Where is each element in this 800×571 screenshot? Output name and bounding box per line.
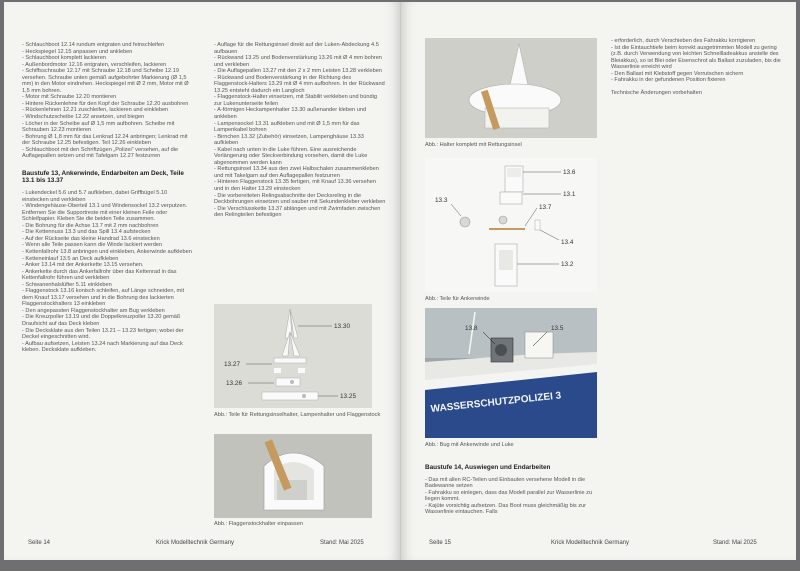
list-item: - Windengehäuse-Oberteil 13.1 und Windensockel 13.2 verputzen. Entfernen Sie die Supportreste mit einer kleinen Feile oder Schleifpapier. Kleben Sie die beiden Teile zusammen. xyxy=(22,203,192,223)
right-col-2 xyxy=(611,38,783,96)
list-item: - Kajüte vorsichtig aufsetzen. Das Boot muss gleichmäßig bis zur Wasserlinie eintauchen. Falls xyxy=(425,503,597,516)
label-13-1: 13.1 xyxy=(563,191,576,198)
list-item: - Schlauchboot komplett lackieren xyxy=(22,55,192,62)
list-item: - Lukendeckel 5.6 und 5.7 aufkleben, dabei Griffbügel 5.10 einstecken und verkleben xyxy=(22,190,192,203)
figure-ankerwinde-parts xyxy=(425,158,597,292)
list-item: - Lampensockel 13.31 aufkleben und mit Ø 1,5 mm für das Lampenkabel bohren xyxy=(214,121,386,134)
list-item: - Ketteneinlauf 13.5 an Deck aufkleben xyxy=(22,256,192,263)
list-item: - Wenn alle Teile passen kann die Winde lackiert werden xyxy=(22,242,192,249)
footer-date-right: Stand: Mai 2025 xyxy=(713,540,757,546)
label-13-8: 13.8 xyxy=(465,325,478,332)
list-item: - Birnchen 13.32 (Zubehör) einsetzen, Lampenghäuse 13.33 aufkleben xyxy=(214,134,386,147)
label-13-4: 13.4 xyxy=(561,239,574,246)
footer-company-right: Krick Modelltechnik Germany xyxy=(551,540,630,546)
list-item: - Die vorbereiteten Relingsabschnitte der Decksreling in die Deckbohrungen einsetzen und sauber mit Sekundenkleber verkleben xyxy=(214,193,386,206)
list-item: - Bohrung Ø 1,8 mm für das Lenkrad 12.24 anbringen; Lenkrad mit der Schraube 12.25 befestigen. Teil 12.26 einkleben xyxy=(22,134,192,147)
document-spread xyxy=(4,2,796,568)
label-13-26: 13.26 xyxy=(226,380,242,387)
list-item: - Hinteren Flaggenstock 13.35 fertigen, mit Knauf 13.36 versehen und in den Halter 13.29 einstecken xyxy=(214,179,386,192)
right-col-1 xyxy=(425,454,597,516)
figure-flaggenstockhalter xyxy=(214,434,372,518)
section-heading-14: Baustufe 14, Auswiegen und Endarbeiten xyxy=(425,464,551,471)
list-item: - Auflage für die Rettungsinsel direkt auf der Luken-Abdeckung 4.5 aufbauen xyxy=(214,42,386,55)
list-item: - Die Kreuzpoller 13.19 und die Doppelkreuzpoller 13.20 gemäß Draufsicht auf das Deck kleben xyxy=(22,314,192,327)
list-item: - Schiffsschraube 12.17 mit Schraube 12.18 und Scheibe 12.19 versehen. Schraube unten gemäß aufgebohrter Markierung (Ø 1,5 mm) in den Motor eindrehen. Heckspiegel mit Ø 2 mm, Motor mit Ø 1,5 mm bohren. xyxy=(22,68,192,94)
list-item: - Die Bohrung für die Achse 13.7 mit 2 mm nachbohren xyxy=(22,223,192,230)
list-item: - Löcher in der Scheibe auf Ø 1,5 mm aufbohren. Scheibe mit Schrauben 12.23 montieren xyxy=(22,121,192,134)
list-item: - Schlauchboot mit den Schriftzügen „Polizei“ versehen, auf die Auflagepallen setzen und mit Tafelgarn 12.27 festzurren xyxy=(22,147,192,160)
list-item: - Die Kettennuss 13.3 und das Spill 13.4 aufstecken xyxy=(22,229,192,236)
list-item: - Schwanenhalslüfter 5.11 einkleben xyxy=(22,282,192,289)
list-item: - Die Verschlusskette 13.37 ablängen und mit Zwirnfaden zwischen den Relingteilen befestigen xyxy=(214,206,386,219)
list-item: - Rückwand und Bodenverstärkung in der Richtung des Flaggenstock-Halters 13.29 mit Ø 4 mm aufbohren. In der Rückwand 13.25 entsteht dadurch ein Langloch xyxy=(214,75,386,95)
list-item: - Flaggenstock-Halter einsetzen, mit Stabilit verkleben und bündig zur Lukenunterseite feilen xyxy=(214,94,386,107)
label-13-30: 13.30 xyxy=(334,323,350,330)
list-item: - Rückwand 13.25 und Bodenverstärkung 13.26 mit Ø 4 mm bohren und verkleben xyxy=(214,55,386,68)
footer-company: Krick Modelltechnik Germany xyxy=(156,540,235,546)
list-item: - Motor mit Schraube 12.20 montieren xyxy=(22,94,192,101)
list-item: - Den Ballast mit Klebstoff gegen Verrutschen sichern xyxy=(611,71,783,78)
figure-caption-5: Abb.: Bug mit Ankerwinde und Luke xyxy=(425,442,514,448)
label-13-27: 13.27 xyxy=(224,361,240,368)
list-item: - Ankerkette durch das Ankerfallrohr über das Kettenrad in das Kettenfallrohr führen und verkleben xyxy=(22,269,192,282)
list-item: - Außenbordmotor 12.16 entgraten, verschleifen, lackieren xyxy=(22,62,192,69)
footer-page-number: Seite 14 xyxy=(28,540,51,546)
list-item: - Den angepassten Flaggenstockhalter am Bug verkleben xyxy=(22,308,192,315)
label-13-7: 13.7 xyxy=(539,204,552,211)
tech-note: Technische Änderungen vorbehalten xyxy=(611,89,702,96)
left-page xyxy=(4,2,401,560)
list-item: - Auf der Rückseite das kleine Handrad 13.6 einstecken xyxy=(22,236,192,243)
list-item: - Flaggenstock 13.16 konisch schleifen, auf Länge schneiden, mit dem Knauf 13.17 versehen und in die Bohrung des lackierten Flaggenstockhalters 13 einkleben xyxy=(22,288,192,308)
figure-halter-komplett xyxy=(425,38,597,138)
label-13-25: 13.25 xyxy=(340,393,356,400)
list-item: - Aufbau aufsetzen, Leisten 13.24 nach Markierung auf das Deck kleben. Decksklate aufkleben. xyxy=(22,341,192,354)
label-13-2: 13.2 xyxy=(561,261,574,268)
figure-bug-ankerwinde xyxy=(425,308,597,438)
list-item: - Die Auflagepallen 13.27 mit den 2 x 2 mm Leisten 13.28 verkleben xyxy=(214,68,386,75)
footer-page-number-right: Seite 15 xyxy=(429,540,452,546)
list-item: - erforderlich, durch Verschieben des Fahrakku korrigieren xyxy=(611,38,783,45)
list-item: - Fahrakku in der gefundenen Position fixieren xyxy=(611,77,783,84)
list-item: - Ist die Eintauchtiefe beim korrekt ausgetrimmten Modell zu gering (z.B. durch Verwendung von leichten Schnellladeakkus anstelle des Bleiakkus), so ist Blei oder Eisenschrot als Ballast zuzuladen, bis die Wasserlinie erreicht wird xyxy=(611,45,783,71)
left-col-1 xyxy=(22,42,192,354)
figure-caption-1: Abb.: Teile für Rettungsinselhalter, Lampenhalter und Flaggenstock xyxy=(214,412,381,418)
footer-date: Stand: Mai 2025 xyxy=(320,540,364,546)
list-item: - Anker 13.14 mit der Ankerkette 13.15 versehen. xyxy=(22,262,192,269)
list-item: - Kettenfallrohr 13.8 anbringen und einkleben, Ankerwinde aufkleben xyxy=(22,249,192,256)
list-item: - Schlauchboot 12.14 rundum entgraten und feinschleifen xyxy=(22,42,192,49)
label-13-3: 13.3 xyxy=(435,197,448,204)
list-item: - Rückenlehnen 12.21 zuschleifen, lackieren und einkleben xyxy=(22,107,192,114)
label-13-5: 13.5 xyxy=(551,325,564,332)
list-item: - Heckspiegel 12.15 anpassen und ankleben xyxy=(22,49,192,56)
hull-lettering: WASSERSCHUTZPOLIZEI 3 xyxy=(430,390,562,415)
list-item: - Das mit allen RC-Teilen und Einbauten versehene Modell in die Badewanne setzen xyxy=(425,477,597,490)
list-item: - Fahrakku so einlegen, dass das Modell parallel zur Wasserlinie zu liegen kommt. xyxy=(425,490,597,503)
list-item: - Kabel nach unten in die Luke führen. Eine ausreichende Verlängerung oder Steckverbindung vorsehen, damit die Luke abgenommen werden kann xyxy=(214,147,386,167)
list-item: - Windschutzscheibe 12.22 ansetzen, und biegen xyxy=(22,114,192,121)
figure-caption-3: Abb.: Halter komplett mit Rettungsinsel xyxy=(425,142,522,148)
left-col-2 xyxy=(214,42,386,219)
list-item: - Die Decksklate aus den Teilen 13.21 – 13.23 fertigen; wobei der Deckel eingeschnitten wird. xyxy=(22,328,192,341)
list-item: - Rettungsinsel 13.34 aus den zwei Halbschalen zusammenkleben und mit Takelgarn auf den Auflagepallen festzurren xyxy=(214,166,386,179)
label-13-6: 13.6 xyxy=(563,169,576,176)
figure-caption-2: Abb.: Flaggenstockhalter einpassen xyxy=(214,521,303,527)
right-page xyxy=(401,2,796,560)
list-item: - A-förmigen Heckampenhalter 13.30 außenander kleben und ankleben xyxy=(214,107,386,120)
figure-rettungsinselhalter-parts xyxy=(214,304,372,408)
list-item: - Hintere Rückenlehne für den Kopf der Schraube 12.20 ausbohren xyxy=(22,101,192,108)
section-heading-13: Baustufe 13, Ankerwinde, Endarbeiten am Deck, Teile 13.1 bis 13.37 xyxy=(22,169,184,185)
figure-caption-4: Abb.: Teile für Ankerwinde xyxy=(425,296,490,302)
